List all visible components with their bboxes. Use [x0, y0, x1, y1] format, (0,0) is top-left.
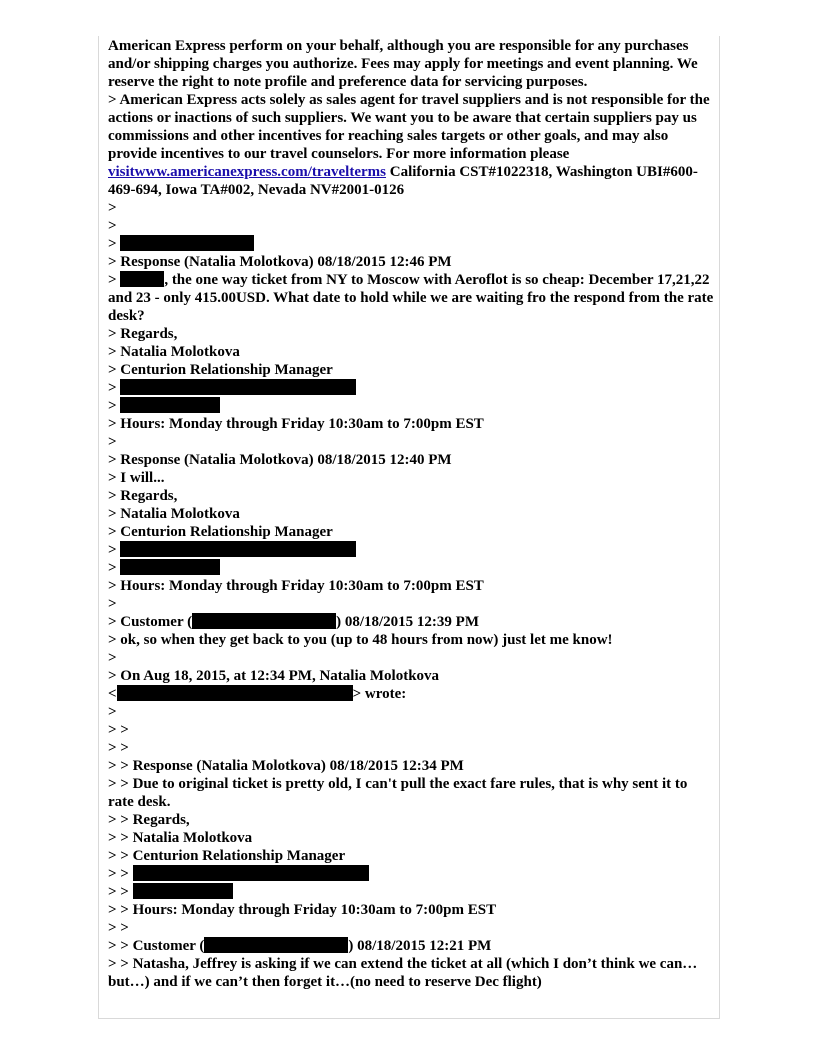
quote-line: >	[108, 434, 117, 450]
redaction-block	[133, 883, 233, 899]
response-body: > > Due to original ticket is pretty old, I can't pull the exact fare rules, that is why sent it to rate desk.	[108, 776, 688, 810]
signature-name: > > Natalia Molotkova	[108, 830, 253, 846]
redaction-block	[192, 613, 336, 629]
response-body: > I will...	[108, 470, 165, 486]
signature-title: > Centurion Relationship Manager	[108, 524, 333, 540]
quote-line: >	[108, 650, 117, 666]
redaction-block	[117, 685, 353, 701]
signature-regards: > Regards,	[108, 326, 178, 342]
redacted-line: > >	[108, 883, 714, 901]
response-header: > > Response (Natalia Molotkova) 08/18/2015 12:34 PM	[108, 758, 464, 774]
redaction-block	[204, 937, 348, 953]
redaction-block	[120, 397, 220, 413]
disclaimer-paragraph-2	[108, 91, 714, 199]
response-body: > , the one way ticket from NY to Moscow with Aeroflot is so cheap: December 17,21,22 and 23 - only 415.00USD. What date to hold while we are waiting fro the respond from the rate desk?	[108, 272, 714, 324]
signature-regards: > > Regards,	[108, 812, 190, 828]
email-body	[108, 37, 714, 991]
wrote-line: < > wrote:	[108, 686, 407, 702]
redaction-block	[120, 541, 356, 557]
redaction-block	[120, 379, 356, 395]
signature-name: > Natalia Molotkova	[108, 506, 240, 522]
quote-line: >	[108, 596, 117, 612]
redacted-line: >	[108, 559, 714, 577]
disclaimer-text: > American Express acts solely as sales agent for travel suppliers and is not responsible for the actions or inactions of such suppliers. We want you to be aware that certain suppliers pay us commissions and other incentives for reaching sales targets or other goals, and may also provide incentives to our travel counselors. For more information please	[108, 92, 710, 162]
signature-name: > Natalia Molotkova	[108, 344, 240, 360]
signature-title: > > Centurion Relationship Manager	[108, 848, 346, 864]
on-date-line: > On Aug 18, 2015, at 12:34 PM, Natalia Molotkova	[108, 668, 440, 684]
customer-header: > > Customer ( ) 08/18/2015 12:21 PM	[108, 938, 492, 954]
customer-header: > Customer ( ) 08/18/2015 12:39 PM	[108, 614, 479, 630]
response-header: > Response (Natalia Molotkova) 08/18/2015 12:46 PM	[108, 254, 452, 270]
redaction-block	[120, 235, 254, 251]
license-numbers: California CST#1022318, Washington UBI#600-469-694, Iowa TA#002, Nevada NV#2001-0126	[108, 164, 698, 198]
signature-hours: > > Hours: Monday through Friday 10:30am to 7:00pm EST	[108, 902, 497, 918]
quote-line: >	[108, 200, 117, 216]
redacted-line: > >	[108, 865, 714, 883]
redaction-block	[133, 865, 369, 881]
redacted-line: >	[108, 541, 714, 559]
quote-line: > >	[108, 920, 129, 936]
redacted-line: >	[108, 397, 714, 415]
redacted-line: >	[108, 235, 714, 253]
customer-body: > ok, so when they get back to you (up to 48 hours from now) just let me know!	[108, 632, 613, 648]
signature-hours: > Hours: Monday through Friday 10:30am to 7:00pm EST	[108, 416, 484, 432]
customer-body: > > Natasha, Jeffrey is asking if we can extend the ticket at all (which I don’t think we can…but…) and if we can’t then forget it…(no need to reserve Dec flight)	[108, 956, 698, 990]
redacted-line: >	[108, 379, 714, 397]
disclaimer-paragraph-1: American Express perform on your behalf, although you are responsible for any purchases and/or shipping charges you authorize. Fees may apply for meetings and event planning. We reserve the right to note profile and preference data for servicing purposes.	[108, 38, 698, 90]
response-header: > Response (Natalia Molotkova) 08/18/2015 12:40 PM	[108, 452, 452, 468]
redaction-block	[120, 559, 220, 575]
quote-line: >	[108, 218, 117, 234]
signature-title: > Centurion Relationship Manager	[108, 362, 333, 378]
signature-regards: > Regards,	[108, 488, 178, 504]
signature-hours: > Hours: Monday through Friday 10:30am to 7:00pm EST	[108, 578, 484, 594]
quote-line: >	[108, 704, 117, 720]
redaction-block	[120, 271, 164, 287]
travelterms-link[interactable]: visitwww.americanexpress.com/travelterms	[108, 164, 386, 180]
quote-line: > >	[108, 722, 129, 738]
quote-line: > >	[108, 740, 129, 756]
